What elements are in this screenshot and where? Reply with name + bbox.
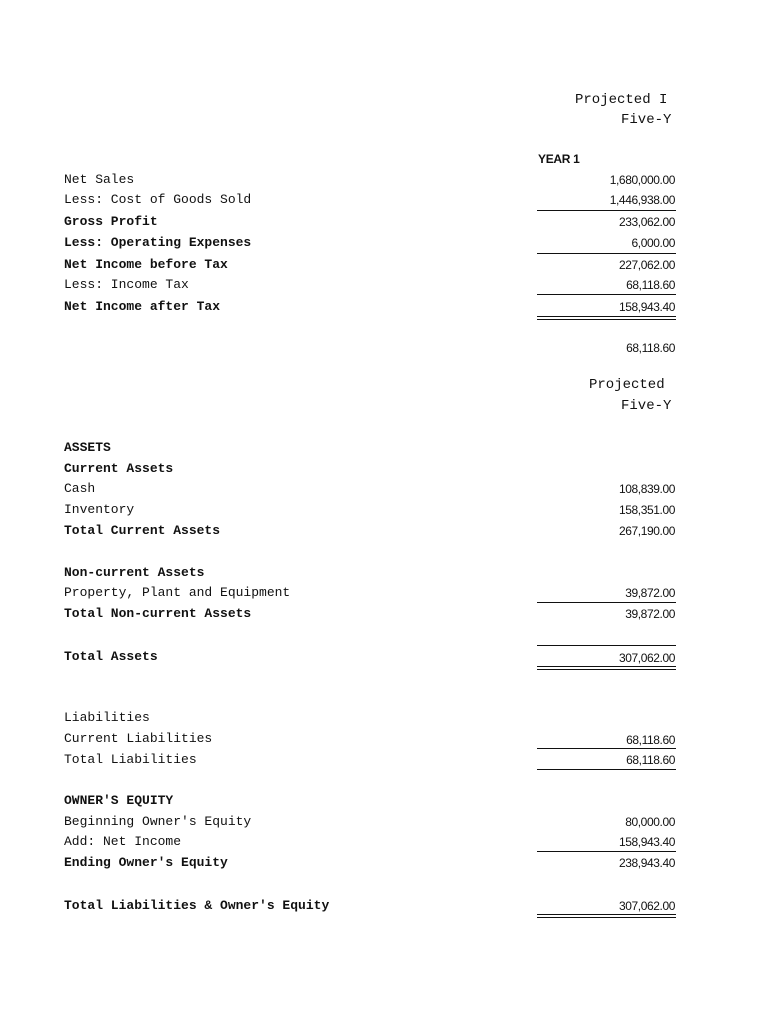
cash-label: Cash [64,481,96,496]
total-assets-label: Total Assets [64,649,158,664]
current-liabilities-value: 68,118.60 [626,733,675,747]
total-liabilities-equity-double-underline [537,914,676,918]
total-assets-value: 307,062.00 [618,651,675,665]
beginning-equity-value: 80,000.00 [625,815,675,829]
total-liabilities-value: 68,118.60 [626,753,675,767]
cogs-underline [537,210,676,211]
noncurrent-assets-heading: Non-current Assets [64,565,205,580]
balance-sheet-subtitle: Five-Y [621,398,672,414]
opex-underline [537,253,676,254]
current-liabilities-topline [537,748,676,749]
assets-heading: ASSETS [64,440,111,455]
total-liabilities-label: Total Liabilities [64,752,197,767]
liabilities-heading: Liabilities [64,710,150,725]
net-income-double-underline [537,316,676,320]
owners-equity-heading: OWNER'S EQUITY [64,793,174,808]
total-noncurrent-assets-value: 39,872.00 [625,607,675,621]
net-income-before-tax-label: Net Income before Tax [64,257,228,272]
net-income-after-tax-value: 158,943.40 [618,300,675,314]
net-income-before-tax-value: 227,062.00 [618,258,675,272]
net-sales-value: 1,680,000.00 [609,173,675,187]
net-income-after-tax-label: Net Income after Tax [64,299,221,314]
total-liabilities-equity-label: Total Liabilities & Owner's Equity [64,898,330,913]
ending-equity-value: 238,943.40 [618,856,675,870]
total-assets-double-underline [537,666,676,670]
ending-equity-label: Ending Owner's Equity [64,855,228,870]
ppe-underline [537,602,676,603]
net-income-underline [537,851,676,852]
inventory-label: Inventory [64,502,135,517]
total-liabilities-underline [537,769,676,770]
cash-value: 108,839.00 [618,482,675,496]
cogs-label: Less: Cost of Goods Sold [64,192,252,207]
operating-expenses-value: 6,000.00 [631,236,675,250]
income-statement-title: Projected I [575,92,668,108]
beginning-equity-label: Beginning Owner's Equity [64,814,252,829]
current-assets-heading: Current Assets [64,461,174,476]
gross-profit-value: 233,062.00 [618,215,675,229]
total-current-assets-value: 267,190.00 [618,524,675,538]
income-tax-label: Less: Income Tax [64,277,189,292]
operating-expenses-label: Less: Operating Expenses [64,235,252,250]
balance-sheet-title: Projected [589,377,665,393]
ppe-value: 39,872.00 [625,586,675,600]
total-noncurrent-assets-label: Total Non-current Assets [64,606,252,621]
net-sales-label: Net Sales [64,172,135,187]
income-tax-underline [537,294,676,295]
current-liabilities-label: Current Liabilities [64,731,213,746]
inventory-value: 158,351.00 [618,503,675,517]
total-current-assets-label: Total Current Assets [64,523,221,538]
add-net-income-value: 158,943.40 [618,835,675,849]
income-tax-value: 68,118.60 [626,278,675,292]
ppe-label: Property, Plant and Equipment [64,585,291,600]
tax-note-value: 68,118.60 [626,341,675,355]
year-1-column-header: YEAR 1 [538,152,580,166]
income-statement-subtitle: Five-Y [621,112,672,128]
add-net-income-label: Add: Net Income [64,834,182,849]
gross-profit-label: Gross Profit [64,214,158,229]
total-liabilities-equity-value: 307,062.00 [618,899,675,913]
total-assets-topline [537,645,676,646]
cogs-value: 1,446,938.00 [609,193,675,207]
